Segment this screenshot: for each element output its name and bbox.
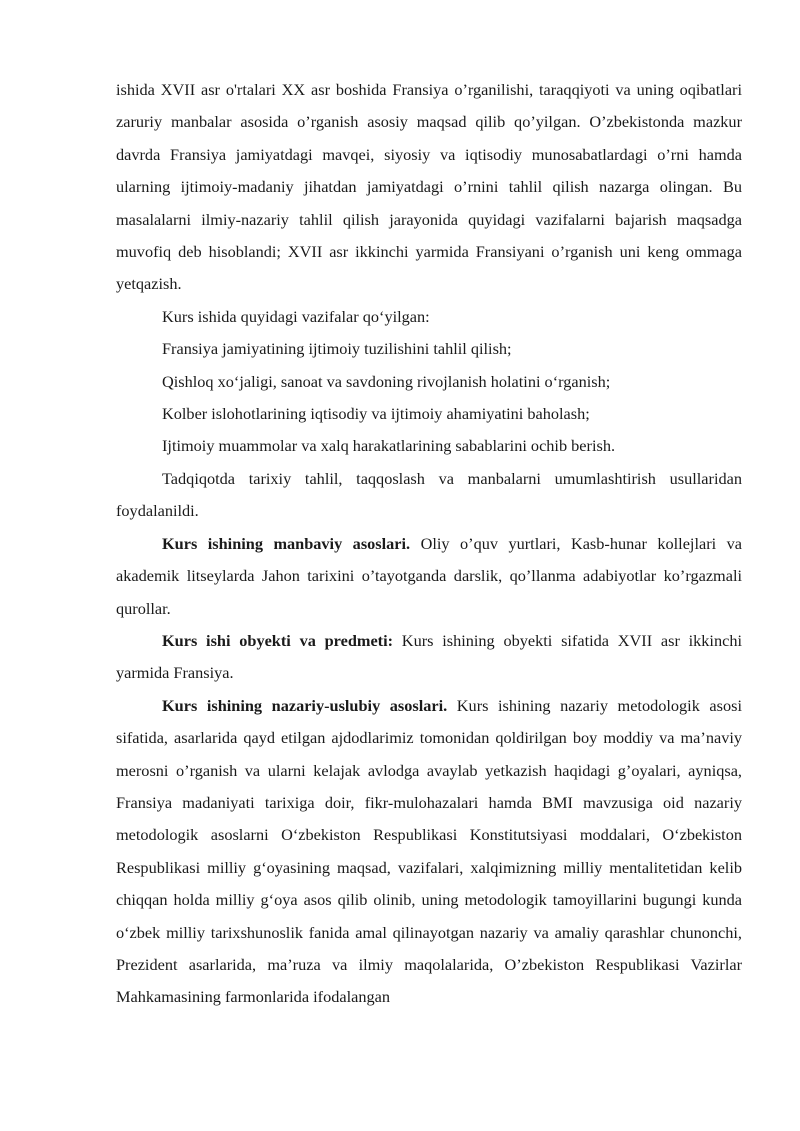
object-heading: Kurs ishi obyekti va predmeti: bbox=[162, 630, 394, 650]
object-text: Kurs ishining obyekti sifatida XVII asr ikkinchi yarmida Fransiya. bbox=[116, 630, 742, 683]
sources-paragraph bbox=[116, 528, 742, 625]
intro-paragraph: ishida XVII asr o'rtalari XX asr boshida Fransiya o’rganilishi, taraqqiyoti va uning oqibatlari zaruriy manbalar asosida o’rganish asosiy maqsad qilib qo’yilgan. O’zbekistonda mazkur davrda Fransiya jamiyatdagi mavqei, siyosiy va iqtisodiy munosabatlardagi o’rni hamda ularning ijtimoiy-madaniy jihatdan jamiyatdagi o’rnini tahlil qilish nazarga olingan. Bu masalalarni ilmiy-nazariy tahlil qilish jarayonida quyidagi vazifalarni bajarish maqsadga muvofiq deb hisoblandi; XVII asr ikkinchi yarmida Fransiyani o’rganish uni keng ommaga yetqazish. bbox=[116, 80, 742, 294]
task-item: Qishloq xo‘jaligi, sanoat va savdoning rivojlanish holatini o‘rganish; bbox=[162, 371, 611, 391]
tasks-intro: Kurs ishida quyidagi vazifalar qo‘yilgan: bbox=[162, 306, 430, 326]
task-item: Ijtimoiy muammolar va xalq harakatlarining sabablarini ochib berish. bbox=[162, 436, 616, 456]
theory-paragraph bbox=[116, 690, 742, 1014]
task-item: Fransiya jamiyatining ijtimoiy tuzilishini tahlil qilish; bbox=[162, 339, 512, 359]
sources-text: Oliy o’quv yurtlari, Kasb-hunar kollejlari va akademik litseylarda Jahon tarixini o’tayotganda darslik, qo’llanma adabiyotlar ko’rgazmali qurollar. bbox=[116, 533, 742, 618]
theory-heading: Kurs ishining nazariy-uslubiy asoslari. bbox=[162, 695, 448, 715]
document-page bbox=[116, 74, 742, 1014]
methods-paragraph: Tadqiqotda tarixiy tahlil, taqqoslash va manbalarni umumlashtirish usullaridan foydalanildi. bbox=[116, 468, 742, 521]
object-paragraph bbox=[116, 625, 742, 690]
theory-text: Kurs ishining nazariy metodologik asosi sifatida, asarlarida qayd etilgan ajdodlarimiz tomonidan qoldirilgan boy moddiy va ma’naviy merosni o’rganish va ularni kelajak avlodga avaylab yetkazish haqidagi g’oyalari, ayniqsa, Fransiya madaniyati tarixiga doir, fikr-mulohazalari hamda BMI mavzusiga oid nazariy metodologik asoslarni O‘zbekiston Respublikasi Konstitutsiyasi moddalari, O‘zbekiston Respublikasi milliy g‘oyasining maqsad, vazifalari, xalqimizning milliy mentalitetidan kelib chiqqan holda milliy g‘oya asos qilib olinib, uning metodologik tamoyillarini bugungi kunda o‘zbek milliy tarixshunoslik fanida amal qilinayotgan nazariy va amaliy qarashlar chunonchi, Prezident asarlarida, ma’ruza va ilmiy maqolalarida, O’zbekiston Respublikasi Vazirlar Mahkamasining farmonlarida ifodalangan bbox=[116, 695, 742, 1007]
task-item: Kolber islohotlarining iqtisodiy va ijtimoiy ahamiyatini baholash; bbox=[162, 404, 590, 424]
sources-heading: Kurs ishining manbaviy asoslari. bbox=[162, 533, 411, 553]
